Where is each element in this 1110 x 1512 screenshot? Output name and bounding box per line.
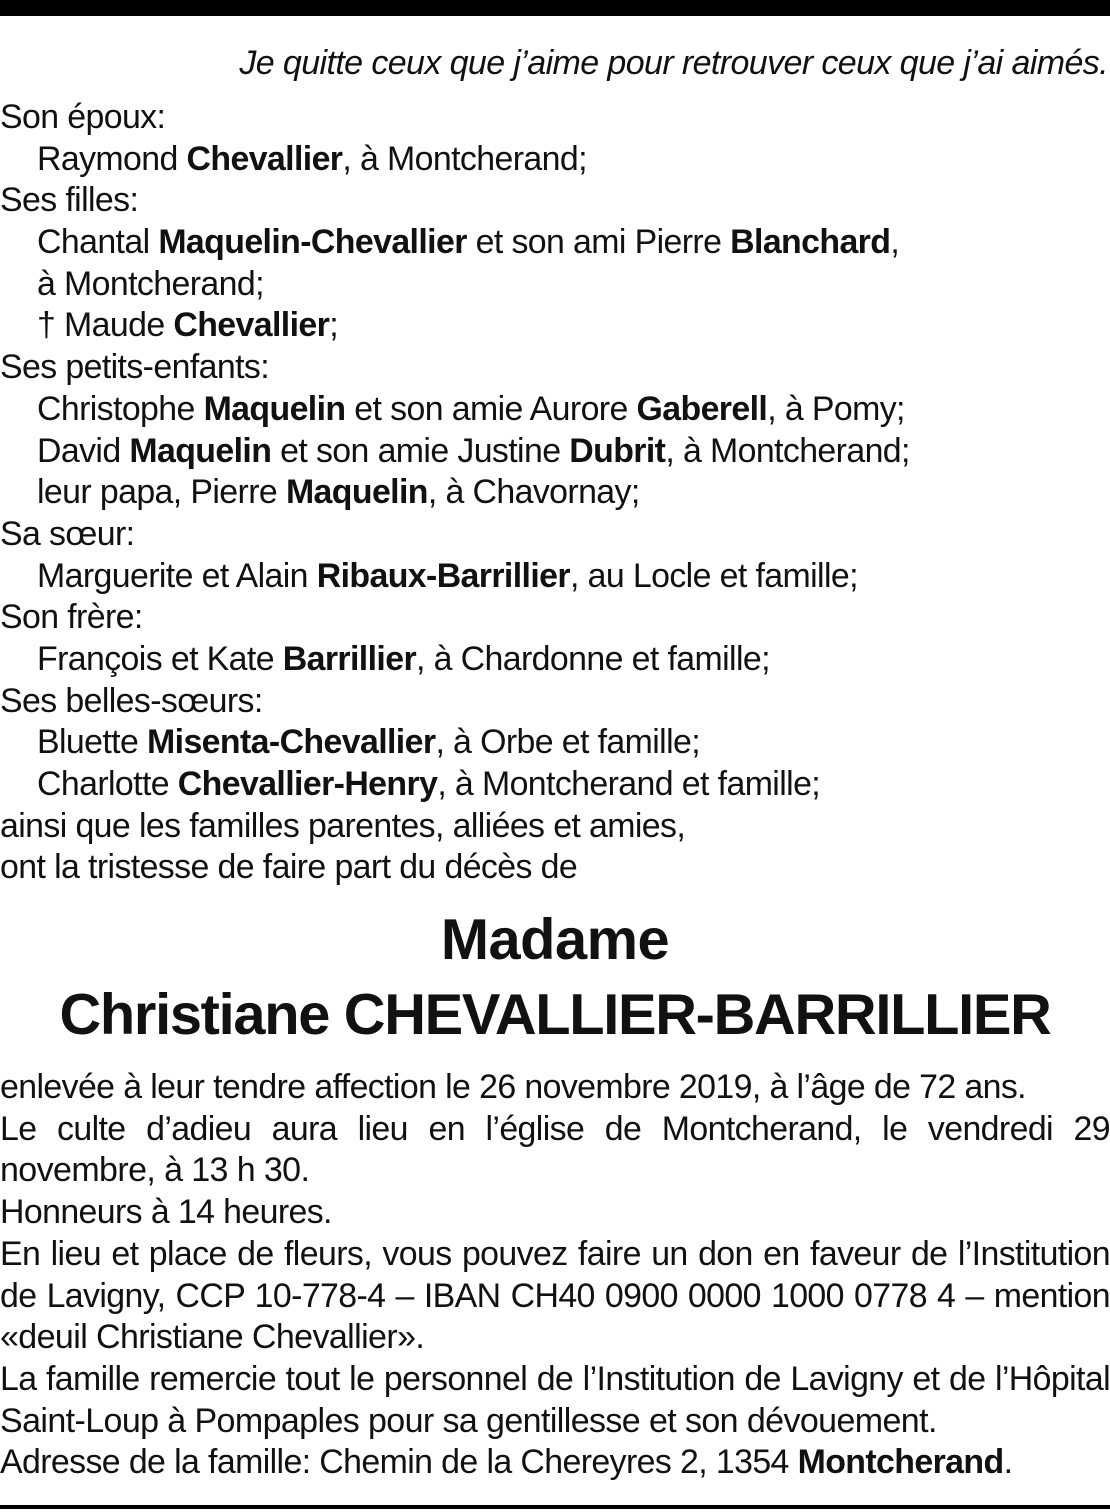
- entry-rest: , au Locle et famille;: [569, 556, 858, 595]
- brother-label: Son frère:: [0, 598, 143, 637]
- entry-rest: , à Montcherand;: [665, 431, 910, 470]
- given-name: Raymond: [37, 139, 187, 178]
- family-address: [0, 1442, 1110, 1484]
- donation-line-3: «deuil Christiane Chevallier».: [0, 1318, 425, 1357]
- daughter-entry: [0, 222, 1110, 264]
- surname: Gaberell: [636, 389, 768, 428]
- donation-line-1: En lieu et place de fleurs, vous pouvez faire un don en faveur de l’Institution: [0, 1234, 1110, 1273]
- given-name: Christophe: [37, 389, 204, 428]
- sister-label: Sa sœur:: [0, 514, 135, 553]
- entry-rest: , à Chardonne et famille;: [416, 639, 770, 678]
- given-name: Marguerite et Alain: [37, 556, 317, 595]
- grandchildren-label: Ses petits-enfants:: [0, 348, 270, 387]
- thanks-line-1: La famille remercie tout le personnel de l’Institution de Lavigny et de l’Hôpital: [0, 1359, 1110, 1398]
- entry-rest: ,: [890, 223, 900, 262]
- entry-middle: et son amie Aurore: [345, 389, 637, 428]
- surname: Chevallier: [173, 306, 330, 345]
- service-paragraph: [0, 1109, 1110, 1192]
- given-name: François et Kate: [37, 639, 283, 678]
- top-rule: [0, 0, 1110, 16]
- surname: Barrillier: [282, 639, 417, 678]
- given-name: Charlotte: [37, 765, 178, 803]
- daughter-entry: [0, 305, 1110, 347]
- given-name: † Maude: [37, 306, 174, 345]
- announcement: ont la tristesse de faire part du décès de: [0, 848, 578, 887]
- entry-rest: , à Chavornay;: [427, 473, 640, 512]
- address-end: .: [1003, 1443, 1013, 1482]
- surname: Blanchard: [730, 223, 891, 262]
- deceased-title: Madame: [440, 908, 670, 972]
- daughter-place: à Montcherand;: [37, 264, 264, 303]
- sister-in-law-entry: [0, 722, 1110, 764]
- also-families: ainsi que les familles parentes, alliées et amies,: [0, 806, 686, 845]
- bottom-rule: [0, 1505, 1110, 1509]
- service-line-2: novembre, à 13 h 30.: [0, 1151, 310, 1190]
- address-text: Adresse de la famille: Chemin de la Chereyres 2, 1354: [0, 1443, 798, 1482]
- entry-rest: , à Orbe et famille;: [435, 723, 701, 762]
- surname: Chevallier: [186, 139, 343, 178]
- surname: Misenta-Chevallier: [147, 723, 436, 762]
- surname: Dubrit: [569, 431, 666, 470]
- grandchild-entry: [0, 472, 1110, 514]
- grandchild-entry: [0, 431, 1110, 473]
- surname: Maquelin-Chevallier: [158, 223, 467, 262]
- sisters-in-law-label: Ses belles-sœurs:: [0, 681, 263, 720]
- sister-in-law-entry: [0, 764, 1110, 806]
- honours-line: Honneurs à 14 heures.: [0, 1193, 332, 1232]
- surname: Ribaux-Barrillier: [316, 556, 570, 595]
- spouse-label: Son époux:: [0, 98, 166, 136]
- surname: Maquelin: [285, 473, 428, 512]
- address-town: Montcherand: [797, 1443, 1004, 1482]
- surname: Maquelin: [203, 389, 346, 428]
- sister-entry: [0, 556, 1110, 598]
- surname: Chevallier-Henry: [177, 765, 438, 803]
- entry-rest: ;: [329, 306, 339, 345]
- donation-paragraph: [0, 1234, 1110, 1359]
- epigraph: Je quitte ceux que j’aime pour retrouver ceux que j’ai aimés.: [239, 44, 1108, 82]
- given-name: David: [37, 431, 130, 470]
- deceased-name: Christiane CHEVALLIER-BARRILLIER: [59, 983, 1051, 1047]
- notice-details: [0, 1067, 1110, 1484]
- entry-middle: et son amie Justine: [271, 431, 570, 470]
- thanks-paragraph: [0, 1359, 1110, 1442]
- spouse-entry: [0, 139, 1110, 181]
- entry-rest: , à Pomy;: [767, 389, 905, 428]
- entry-middle: et son ami Pierre: [466, 223, 731, 262]
- brother-entry: [0, 639, 1110, 681]
- thanks-line-2: Saint-Loup à Pompaples pour sa gentillesse et son dévouement.: [0, 1401, 937, 1440]
- donation-line-2: de Lavigny, CCP 10-778-4 – IBAN CH40 0900 0000 1000 0778 4 – mention: [0, 1276, 1110, 1315]
- given-name: leur papa, Pierre: [37, 473, 286, 512]
- given-name: Chantal: [37, 223, 159, 262]
- grandchild-entry: [0, 389, 1110, 431]
- surname: Maquelin: [129, 431, 272, 470]
- daughters-label: Ses filles:: [0, 181, 139, 220]
- given-name: Bluette: [37, 723, 148, 762]
- entry-rest: , à Montcherand;: [342, 139, 587, 178]
- entry-rest: , à Montcherand et famille;: [437, 765, 821, 803]
- family-list: [0, 97, 1110, 889]
- service-line-1: Le culte d’adieu aura lieu en l’église de Montcherand, le vendredi 29: [0, 1109, 1110, 1148]
- taken-line: enlevée à leur tendre affection le 26 novembre 2019, à l’âge de 72 ans.: [0, 1068, 1026, 1106]
